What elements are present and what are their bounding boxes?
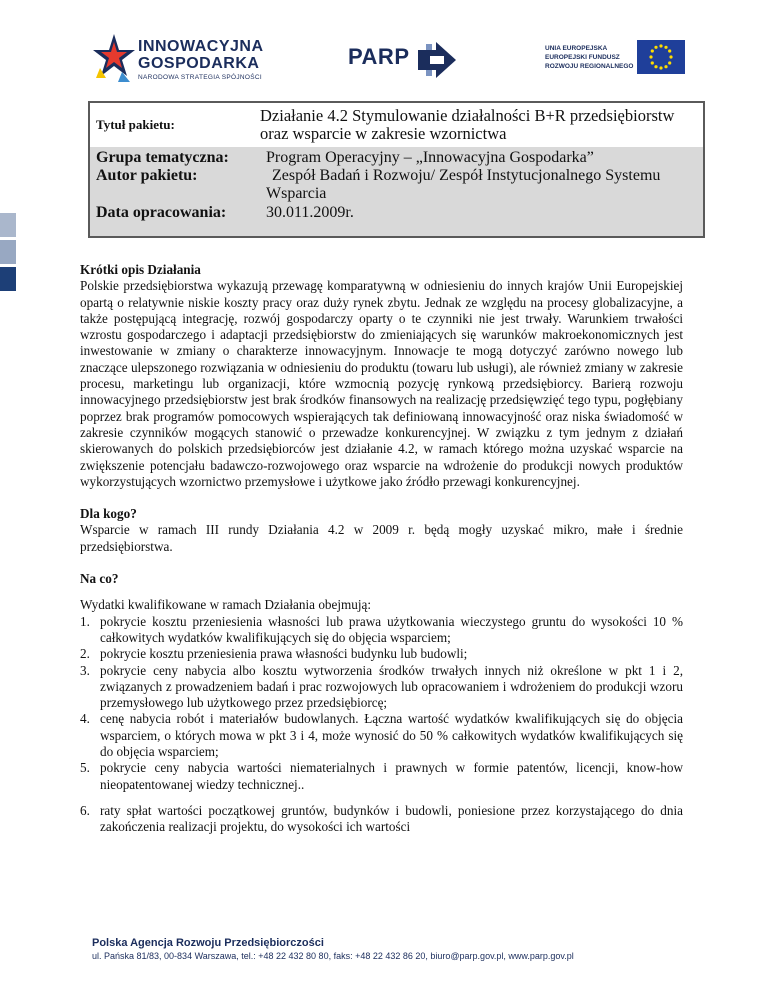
side-decoration: [0, 213, 18, 294]
footer-contact: ul. Pańska 81/83, 00-834 Warszawa, tel.: +48 22 432 80 80, faks: +48 22 432 86 20, biuro@parp.gov.pl, www.parp.gov.pl: [92, 951, 574, 961]
package-title-line1: Działanie 4.2 Stymulowanie działalności B+R przedsiębiorstw: [260, 106, 675, 125]
eu-logo: [545, 40, 695, 80]
side-square-mid: [0, 240, 16, 264]
author-value-line1: Zespół Badań i Rozwoju/ Zespół Instytucjonalnego Systemu: [272, 167, 661, 184]
naco-intro: Wydatki kwalifikowane w ramach Działania obejmują:: [80, 597, 372, 613]
parp-logo-text: PARP: [348, 44, 410, 69]
list-item: 6. raty spłat wartości początkowej gruntów, budynków i budowli, poniesione przez korzystającego do dnia zakończenia realizacji projektu, do wysokości ich wartości: [80, 802, 683, 835]
side-square-dark: [0, 267, 16, 291]
document-body: [80, 262, 683, 836]
list-item: 5. pokrycie ceny nabycia wartości niematerialnych i prawnych w formie patentów, licencji, know-how nieopatentowanej wiedzy technicznej..: [80, 760, 683, 792]
package-title-line2: oraz wsparcie w zakresie wzornictwa: [260, 124, 507, 143]
ig-logo-line3: NARODOWA STRATEGIA SPÓJNOŚCI: [138, 74, 262, 81]
parp-logo: [348, 40, 468, 80]
footer-org-name: Polska Agencja Rozwoju Przedsiębiorczości: [92, 937, 324, 949]
list-item: 1. pokrycie kosztu przeniesienia własności lub prawa użytkowania wieczystego gruntu do wysokości 10 % całkowitych wydatków kwalifikujących się do objęcia wsparciem;: [80, 613, 683, 645]
kogo-heading: Dla kogo?: [80, 506, 137, 522]
innowacyjna-gospodarka-logo: [92, 32, 282, 84]
opis-heading: Krótki opis Działania: [80, 262, 201, 277]
eu-logo-line3: ROZWOJU REGIONALNEGO: [545, 63, 634, 70]
ig-logo-line2: GOSPODARKA: [138, 55, 260, 72]
eu-logo-line1: UNIA EUROPEJSKA: [545, 45, 608, 52]
eu-flag-icon: [637, 40, 685, 74]
author-value-line2: Wsparcia: [266, 185, 327, 202]
expense-list-continued: [80, 803, 683, 836]
author-label: Autor pakietu:: [96, 167, 198, 184]
page-header: [0, 28, 768, 88]
eu-logo-line2: EUROPEJSKI FUNDUSZ: [545, 54, 620, 61]
ig-logo-line1: INNOWACYJNA: [138, 38, 264, 55]
side-square-light: [0, 213, 16, 237]
list-item: 4. cenę nabycia robót i materiałów budowlanych. Łączna wartość wydatków kwalifikujących się do objęcia wsparciem, o których mowa w pkt 3 i 4, może wynosić do 50 % całkowitych wydatków kwalifikujących się do objęcia wsparciem;: [80, 711, 683, 760]
expense-list: [80, 614, 683, 793]
ig-star-icon: [92, 32, 136, 84]
parp-mark-icon: [416, 40, 458, 80]
group-label: Grupa tematyczna:: [96, 149, 229, 166]
package-title: [260, 107, 700, 143]
date-value: 30.011.2009r.: [266, 204, 354, 221]
naco-heading: Na co?: [80, 571, 119, 587]
kogo-paragraph: Wsparcie w ramach III rundy Działania 4.2 w 2009 r. będą mogły uzyskać mikro, małe i średnie przedsiębiorstwa.: [80, 522, 683, 554]
package-info-box: [88, 101, 705, 238]
list-item: 3. pokrycie ceny nabycia albo kosztu wytworzenia środków trwałych innych niż określone w pkt 1 i 2, związanych z prowadzeniem badań i prac rozwojowych lub opracowaniem i wdrożeniem do produkcji wzoru przemysłowego lub użytkowego przez przedsiębiorcę;: [80, 662, 683, 711]
page-footer: [92, 936, 574, 962]
group-value: Program Operacyjny – „Innowacyjna Gospodarka”: [266, 149, 594, 166]
package-meta: [90, 147, 703, 236]
list-item: 2. pokrycie kosztu przeniesienia prawa własności budynku lub budowli;: [80, 646, 468, 662]
date-label: Data opracowania:: [96, 204, 227, 221]
title-label: Tytuł pakietu:: [96, 117, 175, 132]
opis-paragraph: Polskie przedsiębiorstwa wykazują przewagę komparatywną w odniesieniu do innych krajów Unii Europejskiej opartą o relatywnie niskie koszty pracy oraz duży rynek zbytu. Jednak ze względu na procesy globalizacyjne, a także postępującą integrację, rozwój gospodarczy oparty o te czynniki nie jest trwały. Warunkiem trwałości wzrostu gospodarczego i adaptacji przedsiębiorstw do zmieniających się warunków makroekonomicznych jest inwestowanie w zmiany o charakterze innowacyjnym. Innowacje te mogą dotyczyć zarówno nowego lub znaczące ulepszonego rozwiązania w odniesieniu do produktu (towaru lub usługi), ale również zmiany w zakresie procesu, marketingu lub organizacji, które wzmocnią pozycję rynkową przedsiębiorcy. Barierą rozwoju innowacyjnego przedsiębiorstw jest brak środków finansowych na realizację przedsięwzięć tego typu, pogłębiany poprzez brak programów pomocowych wspierających tak definiowaną innowacyjność oraz niska świadomość w zakresie czynników mogących stanowić o przewadze konkurencyjnej. W związku z tym jednym z działań skierowanych do polskich przedsiębiorców jest działanie 4.2, w ramach którego można uzyskać wsparcie na zwiększenie potencjału badawczo-rozwojowego oraz wsparcie na wdrożenie do produkcji nowych produktów wykorzystujących wzornictwo przemysłowe i użytkowe jako źródło przewagi konkurencyjnej.: [80, 278, 683, 489]
